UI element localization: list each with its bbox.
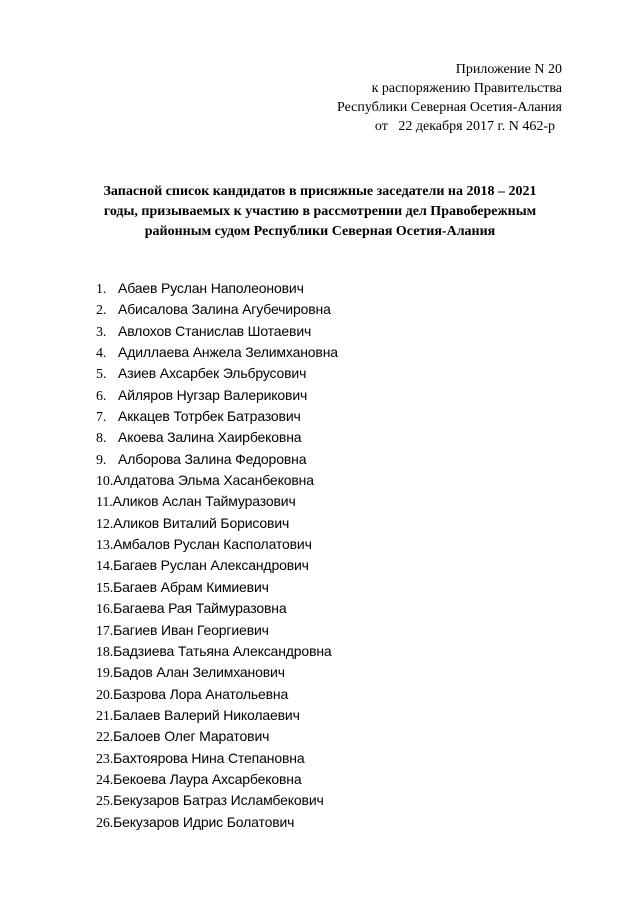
candidate-number: 3. [96,324,107,340]
candidate-item [96,662,338,683]
candidate-number: 5. [96,367,107,383]
candidate-item [96,385,338,406]
candidate-item [96,812,338,833]
candidate-name: Бекузаров Идрис Болатович [113,813,295,830]
candidate-name: Аликов Аслан Таймуразович [112,493,296,510]
candidate-number: 14. [96,559,114,575]
title-line-1: Запасной список кандидатов в присяжные заседатели на 2018 – 2021 [103,184,537,199]
candidate-item [96,321,338,342]
candidate-item [96,705,338,726]
candidate-item [96,748,338,769]
appendix-order-ref: к распоряжению Правительства [371,81,562,96]
candidate-name: Акоева Залина Хаирбековна [118,429,302,446]
title-line-3: районным судом Республики Северная Осетия-Алания [144,224,496,239]
candidate-item [96,470,338,491]
candidate-item [96,790,338,811]
candidate-item [96,641,338,662]
candidate-number: 1. [96,282,107,297]
candidate-number: 7. [96,410,107,426]
candidate-number: 8. [96,431,107,447]
candidate-name: Багиев Иван Георгиевич [113,621,269,638]
appendix-government: Республики Северная Осетия-Алания [337,100,562,115]
candidate-number: 22. [96,730,114,746]
candidate-name: Багаев Абрам Кимиевич [113,578,269,595]
candidate-number: 12. [96,516,114,532]
candidate-name: Бадзиева Татьяна Александровна [113,642,332,659]
candidate-name: Базрова Лора Анатольевна [113,685,289,702]
candidate-item [96,278,338,299]
candidate-name: Балаев Валерий Николаевич [113,706,300,723]
candidate-name: Балоев Олег Маратович [113,728,270,745]
candidate-item [96,513,338,534]
candidate-name: Бахтоярова Нина Степановна [113,749,305,766]
candidate-name: Багаева Рая Таймуразовна [113,600,287,617]
candidate-item [96,598,338,619]
candidate-number: 23. [96,751,114,767]
appendix-date: от 22 декабря 2017 г. N 462-р [374,119,555,134]
candidate-item [96,555,338,576]
candidate-item [96,620,338,641]
candidate-name: Абисалова Залина Агубечировна [118,301,331,318]
candidate-number: 4. [96,346,107,362]
candidate-number: 20. [96,687,114,703]
candidate-list [96,278,338,833]
candidate-item [96,449,338,470]
candidate-item [96,342,338,363]
candidate-name: Аликов Виталий Борисович [113,514,290,531]
candidate-number: 6. [96,388,107,404]
candidate-number: 11. [96,495,113,511]
candidate-number: 17. [96,623,114,639]
candidate-number: 24. [96,772,114,788]
candidate-name: Айляров Нугзар Валерикович [118,386,308,403]
candidate-number: 26. [96,815,114,831]
candidate-number: 25. [96,794,114,810]
candidate-name: Абаев Руслан Наполеонович [118,280,304,296]
candidate-name: Бадов Алан Зелимханович [113,664,285,681]
candidate-name: Азиев Ахсарбек Эльбрусович [118,365,307,382]
candidate-number: 19. [96,666,114,682]
appendix-header [262,60,562,136]
candidate-number: 21. [96,708,114,724]
candidate-item [96,491,338,512]
candidate-name: Алдатова Эльма Хасанбековна [113,472,314,489]
candidate-item [96,406,338,427]
candidate-name: Алборова Залина Федоровна [118,450,307,467]
candidate-name: Бекоева Лаура Ахсарбековна [113,770,302,787]
candidate-item [96,769,338,790]
title-line-2: годы, призываемых к участию в рассмотрении дел Правобережным [103,204,537,219]
candidate-name: Бекузаров Батраз Исламбекович [113,792,324,809]
candidate-number: 9. [96,452,107,468]
candidate-item [96,427,338,448]
candidate-name: Амбалов Руслан Касполатович [113,536,312,553]
candidate-name: Аккацев Тотрбек Батразович [118,408,301,425]
candidate-item [96,534,338,555]
candidate-item [96,299,338,320]
document-title [64,182,576,242]
candidate-name: Багаев Руслан Александрович [113,557,309,574]
candidate-number: 18. [96,644,114,660]
candidate-number: 13. [96,538,114,554]
candidate-number: 15. [96,580,114,596]
candidate-number: 2. [96,303,107,319]
candidate-number: 10. [96,474,114,490]
candidate-item [96,363,338,384]
candidate-item [96,684,338,705]
candidate-item [96,726,338,747]
candidate-name: Адиллаева Анжела Зелимхановна [118,344,338,361]
candidate-item [96,577,338,598]
appendix-number: Приложение N 20 [455,62,562,77]
candidate-number: 16. [96,602,114,618]
candidate-name: Авлохов Станислав Шотаевич [118,322,312,339]
